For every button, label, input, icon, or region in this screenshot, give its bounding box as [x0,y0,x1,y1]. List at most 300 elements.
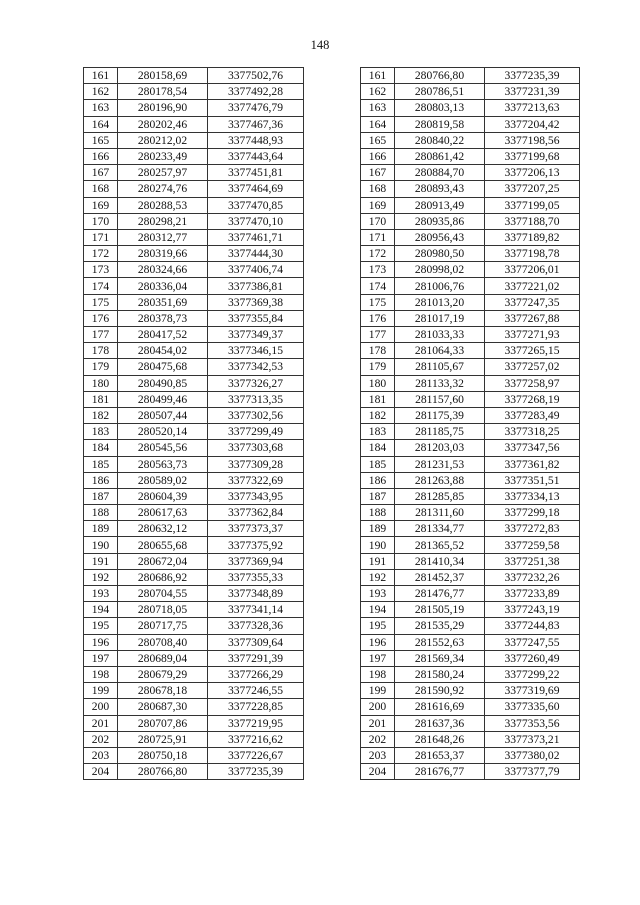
table-row [361,586,580,602]
y-coordinate-cell: 3377199,05 [485,197,580,213]
y-coordinate-cell: 3377448,93 [208,132,304,148]
y-coordinate-cell: 3377406,74 [208,262,304,278]
x-coordinate-cell: 281157,60 [395,391,485,407]
point-number-cell: 196 [361,634,395,650]
table-row [361,84,580,100]
point-number-cell: 187 [361,488,395,504]
table-row [84,505,304,521]
coordinates-table-left [83,67,304,780]
y-coordinate-cell: 3377309,28 [208,456,304,472]
y-coordinate-cell: 3377342,53 [208,359,304,375]
y-coordinate-cell: 3377373,21 [485,731,580,747]
table-row [361,181,580,197]
table-row [84,699,304,715]
table-row [361,472,580,488]
point-number-cell: 186 [84,472,118,488]
table-row [84,715,304,731]
x-coordinate-cell: 280840,22 [395,132,485,148]
x-coordinate-cell: 281105,67 [395,359,485,375]
x-coordinate-cell: 280707,86 [118,715,208,731]
point-number-cell: 200 [84,699,118,715]
y-coordinate-cell: 3377380,02 [485,747,580,763]
x-coordinate-cell: 281653,37 [395,747,485,763]
y-coordinate-cell: 3377347,56 [485,440,580,456]
x-coordinate-cell: 280604,39 [118,488,208,504]
table-row [84,456,304,472]
point-number-cell: 163 [84,100,118,116]
point-number-cell: 189 [84,521,118,537]
x-coordinate-cell: 280718,05 [118,602,208,618]
x-coordinate-cell: 280378,73 [118,310,208,326]
y-coordinate-cell: 3377369,94 [208,553,304,569]
y-coordinate-cell: 3377268,19 [485,391,580,407]
table-row [361,650,580,666]
table-row [361,100,580,116]
table-row [84,197,304,213]
x-coordinate-cell: 280704,55 [118,586,208,602]
point-number-cell: 195 [84,618,118,634]
y-coordinate-cell: 3377375,92 [208,537,304,553]
x-coordinate-cell: 281580,24 [395,666,485,682]
table-row [361,764,580,780]
point-number-cell: 188 [84,505,118,521]
table-row [84,84,304,100]
y-coordinate-cell: 3377244,83 [485,618,580,634]
y-coordinate-cell: 3377309,64 [208,634,304,650]
table-row [361,391,580,407]
x-coordinate-cell: 281311,60 [395,505,485,521]
point-number-cell: 201 [361,715,395,731]
y-coordinate-cell: 3377299,49 [208,424,304,440]
point-number-cell: 164 [84,116,118,132]
table-row [84,586,304,602]
x-coordinate-cell: 281231,53 [395,456,485,472]
point-number-cell: 188 [361,505,395,521]
table-row [84,213,304,229]
point-number-cell: 169 [361,197,395,213]
point-number-cell: 165 [84,132,118,148]
y-coordinate-cell: 3377226,67 [208,747,304,763]
x-coordinate-cell: 280274,76 [118,181,208,197]
x-coordinate-cell: 280589,02 [118,472,208,488]
y-coordinate-cell: 3377266,29 [208,666,304,682]
point-number-cell: 181 [361,391,395,407]
x-coordinate-cell: 280861,42 [395,148,485,164]
point-number-cell: 172 [84,246,118,262]
x-coordinate-cell: 281365,52 [395,537,485,553]
y-coordinate-cell: 3377302,56 [208,407,304,423]
table-row [84,68,304,84]
x-coordinate-cell: 280803,13 [395,100,485,116]
x-coordinate-cell: 280689,04 [118,650,208,666]
table-row [84,294,304,310]
point-number-cell: 191 [84,553,118,569]
point-number-cell: 172 [361,246,395,262]
x-coordinate-cell: 280717,75 [118,618,208,634]
x-coordinate-cell: 281569,34 [395,650,485,666]
y-coordinate-cell: 3377265,15 [485,343,580,359]
table-row [84,602,304,618]
table-row [84,537,304,553]
table-row [361,327,580,343]
x-coordinate-cell: 280725,91 [118,731,208,747]
x-coordinate-cell: 281505,19 [395,602,485,618]
x-coordinate-cell: 280475,68 [118,359,208,375]
y-coordinate-cell: 3377326,27 [208,375,304,391]
table-row [84,747,304,763]
x-coordinate-cell: 280520,14 [118,424,208,440]
y-coordinate-cell: 3377198,78 [485,246,580,262]
x-coordinate-cell: 281285,85 [395,488,485,504]
y-coordinate-cell: 3377361,82 [485,456,580,472]
x-coordinate-cell: 281590,92 [395,683,485,699]
x-coordinate-cell: 280980,50 [395,246,485,262]
y-coordinate-cell: 3377451,81 [208,165,304,181]
x-coordinate-cell: 280298,21 [118,213,208,229]
x-coordinate-cell: 280324,66 [118,262,208,278]
point-number-cell: 196 [84,634,118,650]
point-number-cell: 174 [361,278,395,294]
y-coordinate-cell: 3377303,68 [208,440,304,456]
table-row [361,537,580,553]
table-row [84,359,304,375]
x-coordinate-cell: 280678,18 [118,683,208,699]
x-coordinate-cell: 281616,69 [395,699,485,715]
table-row [84,148,304,164]
y-coordinate-cell: 3377313,35 [208,391,304,407]
x-coordinate-cell: 280312,77 [118,229,208,245]
table-row [84,181,304,197]
table-row [361,699,580,715]
point-number-cell: 203 [84,747,118,763]
point-number-cell: 190 [84,537,118,553]
point-number-cell: 194 [84,602,118,618]
x-coordinate-cell: 280507,44 [118,407,208,423]
x-coordinate-cell: 281535,29 [395,618,485,634]
y-coordinate-cell: 3377322,69 [208,472,304,488]
y-coordinate-cell: 3377231,39 [485,84,580,100]
y-coordinate-cell: 3377267,88 [485,310,580,326]
y-coordinate-cell: 3377228,85 [208,699,304,715]
table-row [84,327,304,343]
x-coordinate-cell: 280766,80 [395,68,485,84]
table-row [361,278,580,294]
table-row [84,440,304,456]
table-row [361,116,580,132]
x-coordinate-cell: 281133,32 [395,375,485,391]
y-coordinate-cell: 3377257,02 [485,359,580,375]
table-row [84,391,304,407]
x-coordinate-cell: 280336,04 [118,278,208,294]
x-coordinate-cell: 280202,46 [118,116,208,132]
y-coordinate-cell: 3377299,18 [485,505,580,521]
x-coordinate-cell: 280708,40 [118,634,208,650]
y-coordinate-cell: 3377235,39 [208,764,304,780]
coordinates-table-right [360,67,580,780]
y-coordinate-cell: 3377235,39 [485,68,580,84]
y-coordinate-cell: 3377328,36 [208,618,304,634]
y-coordinate-cell: 3377283,49 [485,407,580,423]
x-coordinate-cell: 280257,97 [118,165,208,181]
point-number-cell: 198 [361,666,395,682]
table-row [361,294,580,310]
point-number-cell: 203 [361,747,395,763]
table-row [84,683,304,699]
point-number-cell: 175 [84,294,118,310]
x-coordinate-cell: 280998,02 [395,262,485,278]
y-coordinate-cell: 3377346,15 [208,343,304,359]
table-row [84,310,304,326]
x-coordinate-cell: 280632,12 [118,521,208,537]
point-number-cell: 167 [361,165,395,181]
x-coordinate-cell: 280288,53 [118,197,208,213]
x-coordinate-cell: 281637,36 [395,715,485,731]
table-row [84,666,304,682]
point-number-cell: 199 [361,683,395,699]
x-coordinate-cell: 281175,39 [395,407,485,423]
y-coordinate-cell: 3377349,37 [208,327,304,343]
table-row [361,715,580,731]
table-row [361,683,580,699]
y-coordinate-cell: 3377271,93 [485,327,580,343]
point-number-cell: 176 [84,310,118,326]
x-coordinate-cell: 281263,88 [395,472,485,488]
x-coordinate-cell: 280766,80 [118,764,208,780]
point-number-cell: 204 [84,764,118,780]
y-coordinate-cell: 3377247,35 [485,294,580,310]
x-coordinate-cell: 280893,43 [395,181,485,197]
point-number-cell: 179 [361,359,395,375]
table-row [361,456,580,472]
y-coordinate-cell: 3377353,56 [485,715,580,731]
table-row [84,553,304,569]
point-number-cell: 169 [84,197,118,213]
table-row [361,521,580,537]
table-row [84,731,304,747]
point-number-cell: 162 [84,84,118,100]
x-coordinate-cell: 280687,30 [118,699,208,715]
point-number-cell: 202 [361,731,395,747]
point-number-cell: 177 [84,327,118,343]
y-coordinate-cell: 3377247,55 [485,634,580,650]
point-number-cell: 192 [361,569,395,585]
y-coordinate-cell: 3377216,62 [208,731,304,747]
x-coordinate-cell: 281648,26 [395,731,485,747]
point-number-cell: 176 [361,310,395,326]
table-row [84,229,304,245]
point-number-cell: 184 [84,440,118,456]
table-row [361,246,580,262]
y-coordinate-cell: 3377502,76 [208,68,304,84]
point-number-cell: 195 [361,618,395,634]
table-row [361,505,580,521]
table-row [84,246,304,262]
point-number-cell: 187 [84,488,118,504]
x-coordinate-cell: 280196,90 [118,100,208,116]
table-row [84,165,304,181]
y-coordinate-cell: 3377355,84 [208,310,304,326]
x-coordinate-cell: 280233,49 [118,148,208,164]
x-coordinate-cell: 280178,54 [118,84,208,100]
y-coordinate-cell: 3377206,13 [485,165,580,181]
table-row [361,602,580,618]
table-row [361,229,580,245]
y-coordinate-cell: 3377369,38 [208,294,304,310]
table-row [84,132,304,148]
y-coordinate-cell: 3377206,01 [485,262,580,278]
table-row [84,375,304,391]
x-coordinate-cell: 280319,66 [118,246,208,262]
point-number-cell: 163 [361,100,395,116]
point-number-cell: 182 [361,407,395,423]
x-coordinate-cell: 280935,86 [395,213,485,229]
table-row [361,407,580,423]
y-coordinate-cell: 3377351,51 [485,472,580,488]
point-number-cell: 166 [84,148,118,164]
y-coordinate-cell: 3377318,25 [485,424,580,440]
table-row [361,68,580,84]
point-number-cell: 182 [84,407,118,423]
table-row [361,197,580,213]
x-coordinate-cell: 280786,51 [395,84,485,100]
y-coordinate-cell: 3377198,56 [485,132,580,148]
table-row [361,553,580,569]
y-coordinate-cell: 3377251,38 [485,553,580,569]
point-number-cell: 181 [84,391,118,407]
table-row [361,165,580,181]
point-number-cell: 166 [361,148,395,164]
point-number-cell: 194 [361,602,395,618]
y-coordinate-cell: 3377492,28 [208,84,304,100]
y-coordinate-cell: 3377362,84 [208,505,304,521]
y-coordinate-cell: 3377199,68 [485,148,580,164]
point-number-cell: 178 [361,343,395,359]
y-coordinate-cell: 3377243,19 [485,602,580,618]
point-number-cell: 173 [84,262,118,278]
y-coordinate-cell: 3377343,95 [208,488,304,504]
table-row [84,278,304,294]
table-row [84,569,304,585]
point-number-cell: 198 [84,666,118,682]
x-coordinate-cell: 280563,73 [118,456,208,472]
x-coordinate-cell: 281185,75 [395,424,485,440]
x-coordinate-cell: 280454,02 [118,343,208,359]
y-coordinate-cell: 3377470,85 [208,197,304,213]
x-coordinate-cell: 280750,18 [118,747,208,763]
table-row [361,262,580,278]
point-number-cell: 193 [84,586,118,602]
point-number-cell: 177 [361,327,395,343]
point-number-cell: 164 [361,116,395,132]
x-coordinate-cell: 280679,29 [118,666,208,682]
y-coordinate-cell: 3377246,55 [208,683,304,699]
point-number-cell: 179 [84,359,118,375]
y-coordinate-cell: 3377476,79 [208,100,304,116]
x-coordinate-cell: 280617,63 [118,505,208,521]
x-coordinate-cell: 280913,49 [395,197,485,213]
y-coordinate-cell: 3377461,71 [208,229,304,245]
table-row [84,488,304,504]
y-coordinate-cell: 3377470,10 [208,213,304,229]
table-row [361,634,580,650]
x-coordinate-cell: 280212,02 [118,132,208,148]
point-number-cell: 171 [84,229,118,245]
y-coordinate-cell: 3377258,97 [485,375,580,391]
y-coordinate-cell: 3377373,37 [208,521,304,537]
x-coordinate-cell: 281452,37 [395,569,485,585]
point-number-cell: 201 [84,715,118,731]
table-row [84,343,304,359]
x-coordinate-cell: 280417,52 [118,327,208,343]
point-number-cell: 161 [84,68,118,84]
y-coordinate-cell: 3377259,58 [485,537,580,553]
point-number-cell: 168 [361,181,395,197]
table-row [84,618,304,634]
table-row [361,343,580,359]
x-coordinate-cell: 280499,46 [118,391,208,407]
x-coordinate-cell: 280819,58 [395,116,485,132]
y-coordinate-cell: 3377319,69 [485,683,580,699]
y-coordinate-cell: 3377443,64 [208,148,304,164]
y-coordinate-cell: 3377233,89 [485,586,580,602]
x-coordinate-cell: 280956,43 [395,229,485,245]
table-row [361,148,580,164]
x-coordinate-cell: 281676,77 [395,764,485,780]
table-row [84,424,304,440]
point-number-cell: 165 [361,132,395,148]
point-number-cell: 171 [361,229,395,245]
x-coordinate-cell: 281064,33 [395,343,485,359]
table-row [84,407,304,423]
x-coordinate-cell: 281017,19 [395,310,485,326]
point-number-cell: 170 [84,213,118,229]
table-row [361,618,580,634]
point-number-cell: 186 [361,472,395,488]
point-number-cell: 197 [361,650,395,666]
point-number-cell: 191 [361,553,395,569]
point-number-cell: 167 [84,165,118,181]
y-coordinate-cell: 3377189,82 [485,229,580,245]
table-row [361,440,580,456]
point-number-cell: 168 [84,181,118,197]
point-number-cell: 200 [361,699,395,715]
x-coordinate-cell: 280158,69 [118,68,208,84]
x-coordinate-cell: 281033,33 [395,327,485,343]
y-coordinate-cell: 3377299,22 [485,666,580,682]
y-coordinate-cell: 3377260,49 [485,650,580,666]
y-coordinate-cell: 3377386,81 [208,278,304,294]
point-number-cell: 174 [84,278,118,294]
point-number-cell: 180 [361,375,395,391]
y-coordinate-cell: 3377464,69 [208,181,304,197]
y-coordinate-cell: 3377232,26 [485,569,580,585]
x-coordinate-cell: 280490,85 [118,375,208,391]
x-coordinate-cell: 281203,03 [395,440,485,456]
table-row [361,424,580,440]
y-coordinate-cell: 3377467,36 [208,116,304,132]
x-coordinate-cell: 280655,68 [118,537,208,553]
point-number-cell: 183 [84,424,118,440]
table-row [84,100,304,116]
table-row [84,521,304,537]
y-coordinate-cell: 3377219,95 [208,715,304,731]
table-row [84,262,304,278]
x-coordinate-cell: 280351,69 [118,294,208,310]
x-coordinate-cell: 281013,20 [395,294,485,310]
table-row [84,634,304,650]
y-coordinate-cell: 3377377,79 [485,764,580,780]
point-number-cell: 199 [84,683,118,699]
